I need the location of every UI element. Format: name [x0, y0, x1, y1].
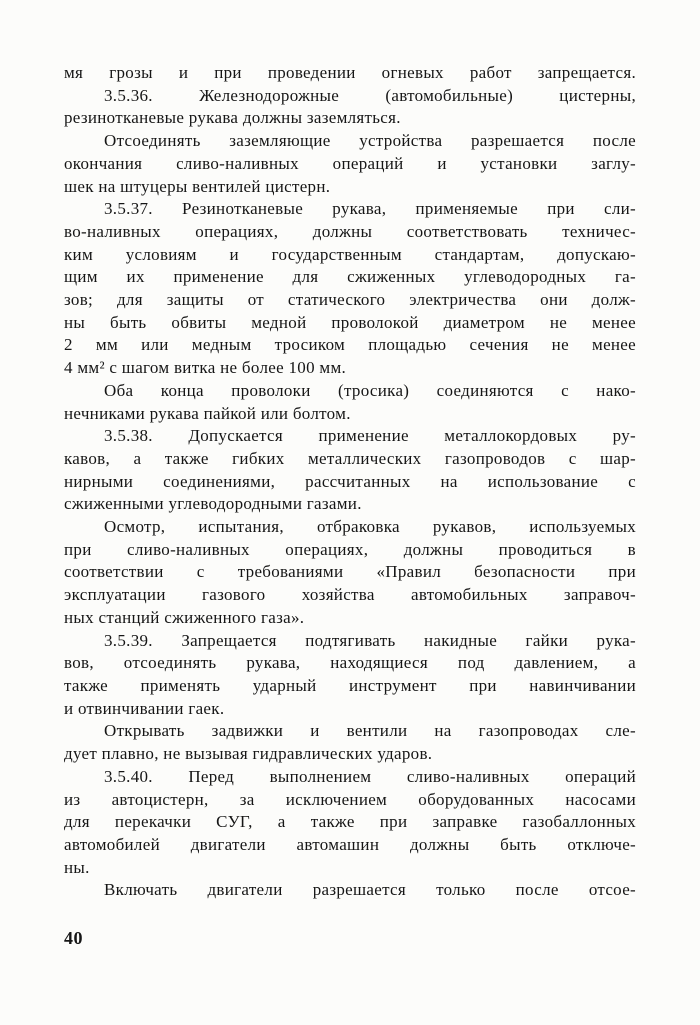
text-line: Оба конца проволоки (тросика) соединяются с нако- — [104, 380, 636, 400]
text-line: Открывать задвижки и вентили на газопроводах сле- — [104, 721, 636, 741]
text-line: при сливо-наливных операциях, должны проводиться в — [64, 539, 636, 559]
text-line: из автоцистерн, за исключением оборудованных насосами — [64, 789, 636, 809]
text-line: 3.5.40. Перед выполнением сливо-наливных операций — [104, 766, 636, 786]
text-line: резинотканевые рукава должны заземляться. — [64, 108, 401, 128]
text-line: эксплуатации газового хозяйства автомобильных заправоч- — [64, 585, 636, 605]
text-line: и отвинчивании гаек. — [64, 698, 225, 718]
text-line: во-наливных операциях, должны соответствовать техничес- — [64, 221, 636, 241]
text-line: кавов, а также гибких металлических газопроводов с шар- — [64, 448, 636, 468]
text-line: для перекачки СУГ, а также при заправке газобаллонных — [64, 812, 636, 832]
text-line: щим их применение для сжиженных углеводородных га- — [64, 267, 636, 287]
text-line: соответствии с требованиями «Правил безопасности при — [64, 562, 636, 582]
text-line: 3.5.38. Допускается применение металлокордовых ру- — [104, 426, 636, 446]
text-line: дует плавно, не вызывая гидравлических ударов. — [64, 744, 433, 764]
text-line: ны. — [64, 857, 90, 877]
text-line: нечниками рукава пайкой или болтом. — [64, 403, 351, 423]
text-line: окончания сливо-наливных операций и установки заглу- — [64, 153, 636, 173]
text-line: 4 мм² с шагом витка не более 100 мм. — [64, 358, 347, 378]
text-line: зов; для защиты от статического электричества они долж- — [64, 290, 636, 310]
text-block — [64, 62, 636, 902]
text-line: ны быть обвиты медной проволокой диаметром не менее — [64, 312, 636, 332]
text-line: 2 мм или медным тросиком площадью сечения не менее — [64, 335, 636, 355]
text-line: 3.5.39. Запрещается подтягивать накидные гайки рука- — [104, 630, 636, 650]
text-line: Отсоединять заземляющие устройства разрешается после — [104, 131, 636, 151]
text-line: 3.5.37. Резинотканевые рукава, применяемые при сли- — [104, 199, 636, 219]
text-line: Включать двигатели разрешается только после отсое- — [104, 880, 636, 900]
text-line: мя грозы и при проведении огневых работ запрещается. — [64, 63, 636, 82]
text-line: также применять ударный инструмент при навинчивании — [64, 675, 636, 695]
text-line: сжиженными углеводородными газами. — [64, 494, 362, 514]
page-number: 40 — [64, 928, 83, 948]
text-line: шек на штуцеры вентилей цистерн. — [64, 176, 331, 196]
text-line: автомобилей двигатели автомашин должны быть отключе- — [64, 834, 636, 854]
text-line: вов, отсоединять рукава, находящиеся под давлением, а — [64, 653, 636, 673]
text-line: Осмотр, испытания, отбраковка рукавов, используемых — [104, 517, 636, 537]
text-line: ким условиям и государственным стандартам, допускаю- — [64, 244, 636, 264]
text-line: ных станций сжиженного газа». — [64, 607, 305, 627]
text-line: 3.5.36. Железнодорожные (автомобильные) цистерны, — [104, 85, 636, 105]
text-line: нирными соединениями, рассчитанных на использование с — [64, 471, 636, 491]
